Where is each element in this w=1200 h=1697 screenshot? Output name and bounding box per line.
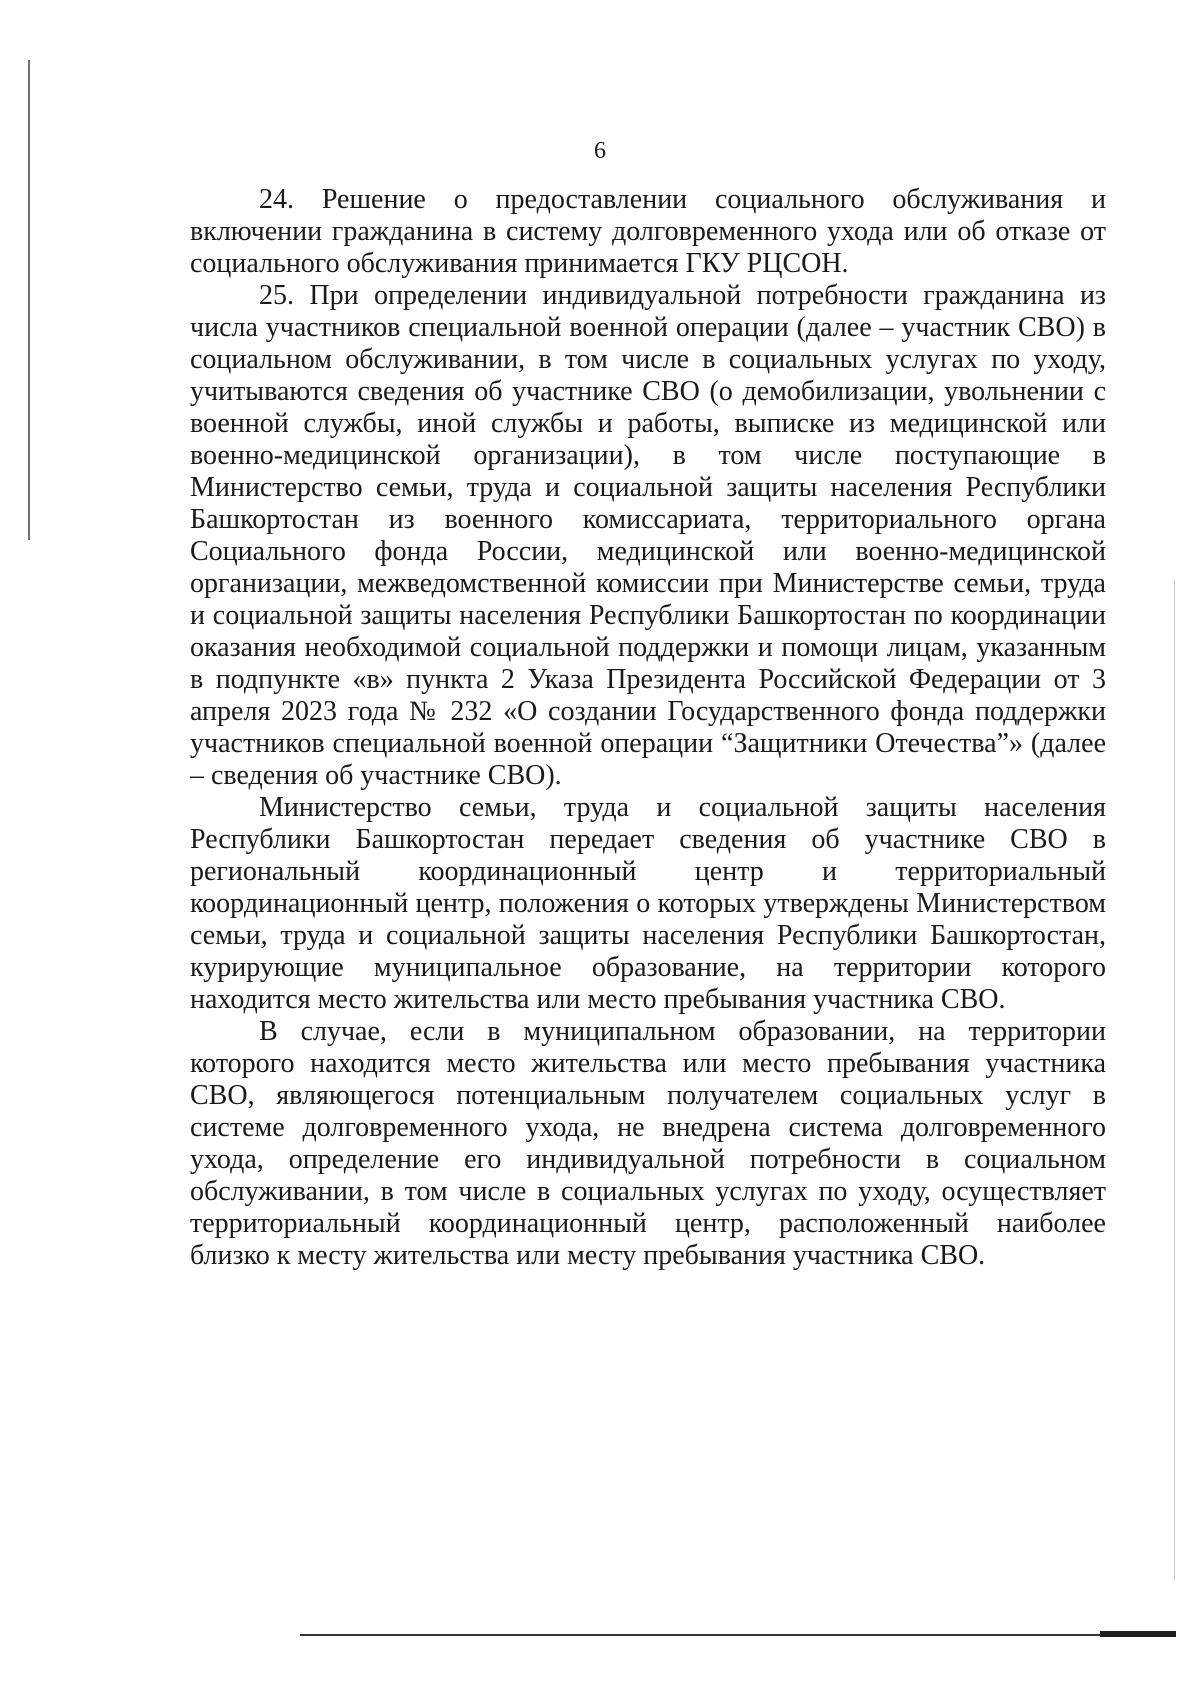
footer-rule <box>300 1634 1176 1636</box>
page-number: 6 <box>594 138 606 164</box>
paragraph-25: 25. При определении индивидуальной потребности гражданина из числа участников специальной военной операции (далее – участник СВО) в социальном обслуживании, в том числе в социальных услугах по уходу, учитываются сведения об участнике СВО (о демобилизации, увольнении с военной службы, иной службы и работы, выписке из медицинской или военно-медицинской организации), в том числе поступающие в Министерство семьи, труда и социальной защиты населения Республики Башкортостан из военного комиссариата, территориального органа Социального фонда России, медицинской или военно-медицинской организации, межведомственной комиссии при Министерстве семьи, труда и социальной защиты населения Республики Башкортостан по координации оказания необходимой социальной поддержки и помощи лицам, указанным в подпункте «в» пункта 2 Указа Президента Российской Федерации от 3 апреля 2023 года № 232 «О создании Государственного фонда поддержки участников специальной военной операции “Защитники Отечества”» (далее – сведения об участнике СВО). <box>190 280 1106 791</box>
footer-rule-end <box>1100 1631 1176 1637</box>
paragraph-no-ltc-system: В случае, если в муниципальном образовании, на территории которого находится место жительства или место пребывания участника СВО, являющегося потенциальным получателем социальных услуг в системе долговременного ухода, не внедрена система долговременного ухода, определение его индивидуальной потребности в социальном обслуживании, в том числе в социальных услугах по уходу, осуществляет территориальный координационный центр, расположенный наиболее близко к месту жительства или месту пребывания участника СВО. <box>190 1016 1106 1271</box>
scan-edge-left <box>28 60 30 540</box>
document-body <box>190 184 1106 1272</box>
paragraph-ministry-transfer: Министерство семьи, труда и социальной защиты населения Республики Башкортостан передает сведения об участнике СВО в региональный координационный центр и территориальный координационный центр, положения о которых утверждены Министерством семьи, труда и социальной защиты населения Республики Башкортостан, курирующие муниципальное образование, на территории которого находится место жительства или место пребывания участника СВО. <box>190 792 1106 1015</box>
scan-edge-right <box>1174 580 1175 1580</box>
paragraph-24: 24. Решение о предоставлении социального обслуживания и включении гражданина в систему долговременного ухода или об отказе от социального обслуживания принимается ГКУ РЦСОН. <box>190 184 1106 279</box>
